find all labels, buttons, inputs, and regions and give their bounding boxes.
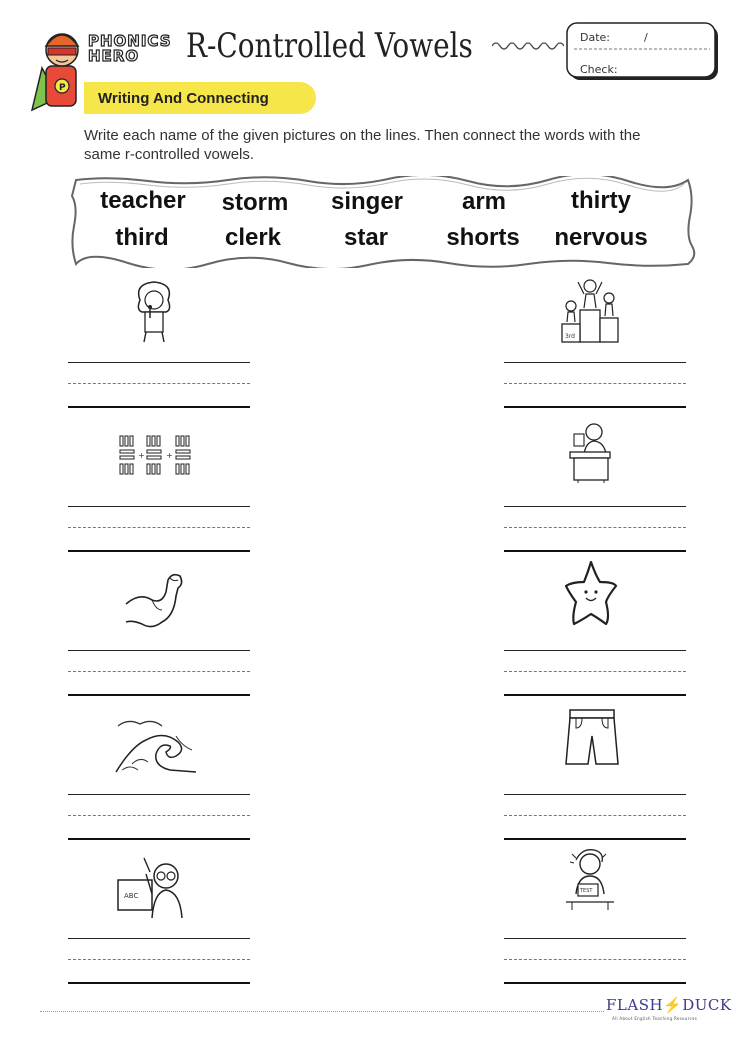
footer-logo-right: DUCK bbox=[682, 996, 732, 1014]
word-arm: arm bbox=[461, 188, 507, 215]
word-nervous: nervous bbox=[554, 224, 648, 251]
check-label: Check: bbox=[580, 63, 618, 76]
word-storm: storm bbox=[221, 189, 289, 216]
lightning-icon: ⚡ bbox=[663, 996, 683, 1014]
podium-label: 3rd bbox=[565, 333, 575, 340]
clerk-counter-illustration bbox=[566, 418, 614, 484]
word-teacher: teacher bbox=[100, 187, 186, 214]
star-illustration bbox=[562, 558, 620, 628]
writing-lines-right-5[interactable] bbox=[504, 938, 686, 986]
writing-lines-right-3[interactable] bbox=[504, 650, 686, 698]
brand-line2: HERO bbox=[88, 47, 140, 65]
arm-illustration bbox=[122, 570, 184, 632]
footer-logo bbox=[606, 996, 732, 1014]
writing-lines-left-2[interactable] bbox=[68, 506, 250, 554]
third-place-podium-illustration bbox=[560, 272, 620, 344]
word-singer: singer bbox=[330, 188, 404, 215]
singer-illustration bbox=[128, 278, 180, 346]
writing-lines-right-4[interactable] bbox=[504, 794, 686, 842]
footer-divider bbox=[40, 1011, 604, 1012]
storm-wave-illustration bbox=[112, 716, 196, 776]
date-label: Date: bbox=[580, 31, 610, 44]
footer-logo-left: FLASH bbox=[606, 996, 664, 1014]
brand-line1: PHONICS bbox=[88, 32, 172, 50]
board-text: ABC bbox=[124, 892, 139, 900]
writing-lines-right-2[interactable] bbox=[504, 506, 686, 554]
word-thirty: thirty bbox=[571, 187, 631, 214]
brand-wordmark bbox=[88, 34, 172, 64]
word-third: third bbox=[115, 224, 169, 251]
date-separator: / bbox=[644, 31, 648, 44]
svg-text:P: P bbox=[59, 83, 66, 93]
svg-text:+: + bbox=[166, 451, 173, 460]
writing-lines-right-1[interactable] bbox=[504, 362, 686, 410]
page-title: R-Controlled Vowels bbox=[186, 26, 473, 66]
squiggle-decoration bbox=[492, 38, 564, 54]
shorts-illustration bbox=[564, 706, 620, 768]
subtitle: Writing And Connecting bbox=[98, 90, 269, 107]
writing-lines-left-4[interactable] bbox=[68, 794, 250, 842]
word-clerk: clerk bbox=[224, 224, 282, 251]
teacher-illustration bbox=[114, 854, 188, 920]
writing-lines-left-1[interactable] bbox=[68, 362, 250, 410]
test-paper-text: TEST bbox=[580, 888, 593, 894]
thirty-counting-illustration bbox=[116, 432, 196, 478]
instructions-text: Write each name of the given pictures on the lines. Then connect the words with the same r-controlled vowels. bbox=[84, 127, 641, 163]
nervous-student-illustration bbox=[562, 846, 618, 912]
writing-lines-left-5[interactable] bbox=[68, 938, 250, 986]
svg-text:+: + bbox=[138, 451, 145, 460]
footer-tagline: All About English Teaching Resources bbox=[612, 1016, 698, 1021]
word-shorts: shorts bbox=[446, 224, 520, 251]
writing-lines-left-3[interactable] bbox=[68, 650, 250, 698]
word-star: star bbox=[343, 224, 389, 251]
